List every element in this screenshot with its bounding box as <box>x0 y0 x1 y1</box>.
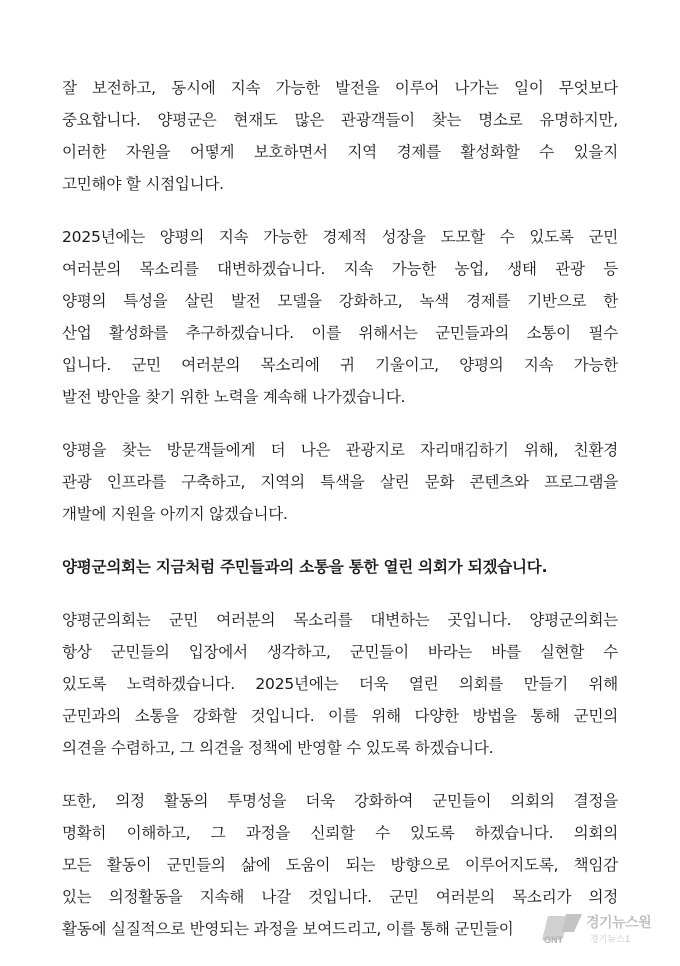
text-line: 항상 군민들의 입장에서 생각하고, 군민들이 바라는 바를 실현할 수 <box>62 643 618 661</box>
text-line: 고민해야 할 시점입니다. <box>62 175 224 193</box>
text-line: 양평군의회는 군민 여러분의 목소리를 대변하는 곳입니다. 양평군의회는 <box>62 611 618 629</box>
paragraph <box>62 785 618 945</box>
text-line: 2025년에는 양평의 지속 가능한 경제적 성장을 도모할 수 있도록 군민 <box>62 228 618 246</box>
news-logo-icon <box>540 910 584 946</box>
watermark-subtitle: 경기뉴스1 <box>590 935 631 945</box>
text-line: 군민과의 소통을 강화할 것입니다. 이를 위해 다양한 방법을 통해 군민의 <box>62 707 618 725</box>
paragraph <box>62 221 618 413</box>
logo-text: GNT <box>544 935 563 945</box>
text-line: 활동에 실질적으로 반영되는 과정을 보여드리고, 이를 통해 군민들이 <box>62 920 514 938</box>
text-line: 잘 보전하고, 동시에 지속 가능한 발전을 이루어 나가는 일이 무엇보다 <box>62 79 618 97</box>
paragraph <box>62 434 618 530</box>
text-line: 발전 방안을 찾기 위한 노력을 계속해 나가겠습니다. <box>62 388 406 406</box>
text-line: 개발에 지원을 아끼지 않겠습니다. <box>62 505 288 523</box>
text-line: 명확히 이해하고, 그 과정을 신뢰할 수 있도록 하겠습니다. 의회의 <box>62 824 618 842</box>
watermark-title: 경기뉴스원 <box>586 915 652 931</box>
text-line: 이러한 자원을 어떻게 보호하면서 지역 경제를 활성화할 수 있을지 <box>62 143 618 161</box>
document-body <box>62 72 618 966</box>
watermark <box>540 906 672 950</box>
text-line: 양평군의회는 지금처럼 주민들과의 소통을 통한 열린 의회가 되겠습니다. <box>62 558 548 576</box>
text-line: 있도록 노력하겠습니다. 2025년에는 더욱 열린 의회를 만들기 위해 <box>62 675 618 693</box>
text-line: 또한, 의정 활동의 투명성을 더욱 강화하여 군민들이 의회의 결정을 <box>62 792 618 810</box>
paragraph <box>62 72 618 200</box>
text-line: 관광 인프라를 구축하고, 지역의 특색을 살린 문화 콘텐츠와 프로그램을 <box>62 473 618 491</box>
text-line: 의견을 수렴하고, 그 의견을 정책에 반영할 수 있도록 하겠습니다. <box>62 739 494 757</box>
text-line: 여러분의 목소리를 대변하겠습니다. 지속 가능한 농업, 생태 관광 등 <box>62 260 618 278</box>
text-line: 입니다. 군민 여러분의 목소리에 귀 기울이고, 양평의 지속 가능한 <box>62 356 618 374</box>
text-line: 모든 활동이 군민들의 삶에 도움이 되는 방향으로 이루어지도록, 책임감 <box>62 856 618 874</box>
text-line: 중요합니다. 양평군은 현재도 많은 관광객들이 찾는 명소로 유명하지만, <box>62 111 618 129</box>
text-line: 양평을 찾는 방문객들에게 더 나은 관광지로 자리매김하기 위해, 친환경 <box>62 441 618 459</box>
paragraph <box>62 604 618 764</box>
text-line: 산업 활성화를 추구하겠습니다. 이를 위해서는 군민들과의 소통이 필수 <box>62 324 618 342</box>
text-line: 있는 의정활동을 지속해 나갈 것입니다. 군민 여러분의 목소리가 의정 <box>62 888 618 906</box>
section-heading <box>62 551 618 583</box>
text-line: 양평의 특성을 살린 발전 모델을 강화하고, 녹색 경제를 기반으로 한 <box>62 292 618 310</box>
